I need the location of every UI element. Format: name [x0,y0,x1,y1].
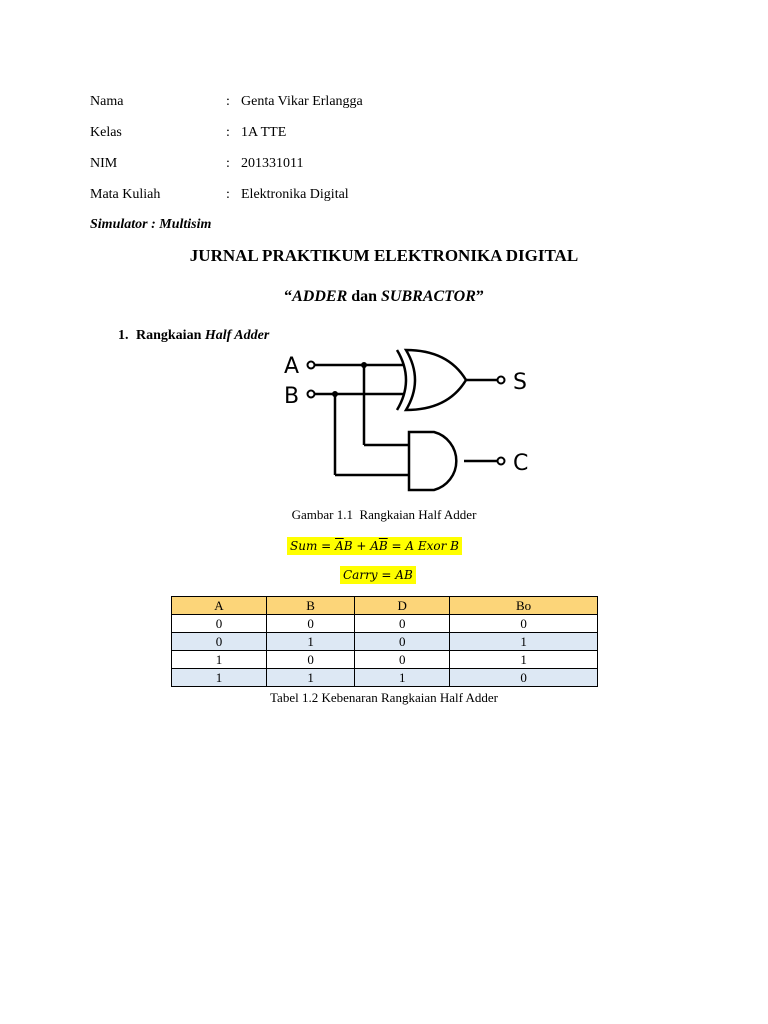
table-cell: 1 [450,633,598,651]
info-separator: : [226,156,230,171]
table-cell: 0 [355,651,450,669]
table-cell: 0 [450,669,598,687]
table-cell: 1 [266,669,354,687]
table-row [172,633,598,651]
section-italic: Half Adder [204,328,270,343]
table-cell: 0 [266,615,354,633]
sum-a-bar: $\overline{A}$ [335,539,344,553]
table-cell: 0 [172,615,267,633]
table-cell: 0 [450,615,598,633]
info-label: Kelas [90,125,122,140]
carry-formula: Carry = AB [340,566,416,584]
section-prefix: Rangkaian [136,328,205,343]
info-label: NIM [90,156,118,171]
and-gate [409,432,456,490]
label-a: A [284,354,300,379]
figure-caption: Gambar 1.1 Rangkaian Half Adder [291,507,477,522]
info-value: 201331011 [241,156,304,171]
terminal-s [498,377,505,384]
simulator-note: Simulator : Multisim [90,217,212,232]
sum-formula [287,537,462,555]
table-cell: 1 [172,669,267,687]
table-cell: 0 [355,615,450,633]
table-cell: 1 [355,669,450,687]
info-label: Mata Kuliah [90,187,161,202]
table-cell: 1 [450,651,598,669]
subtitle-close-quote: ” [475,288,484,305]
info-separator: : [226,125,230,140]
terminal-b [308,391,315,398]
table-header-cell: B [266,597,354,615]
sum-b-bar: $\overline{B}$ [378,539,388,553]
xor-gate [406,350,466,410]
section-number: 1. [118,328,129,343]
sum-lhs: Sum = [290,539,336,553]
table-row [172,651,598,669]
page-subtitle [0,288,768,306]
half-adder-circuit [280,342,540,494]
info-separator: : [226,94,230,109]
info-value: 1A TTE [241,125,287,140]
table-header-row [172,597,598,615]
subtitle-open-quote: “ [284,288,293,305]
subtitle-subractor: SUBRACTOR [381,288,476,305]
subtitle-conjunction: dan [347,288,382,305]
table-cell: 0 [172,633,267,651]
section-heading [118,328,269,344]
table-row [172,615,598,633]
table-row [172,669,598,687]
terminal-a [308,362,315,369]
label-c: C [513,451,529,476]
terminal-c [498,458,505,465]
info-value: Elektronika Digital [241,187,349,202]
table-header-cell: A [172,597,267,615]
info-separator: : [226,187,230,202]
subtitle-adder: ADDER [292,288,348,305]
info-value: Genta Vikar Erlangga [241,94,363,109]
truth-table [171,596,598,687]
label-s: S [513,370,527,395]
table-caption: Tabel 1.2 Kebenaran Rangkaian Half Adder [270,690,498,705]
xor-extra-curve [397,350,406,410]
sum-term: B + A [343,539,379,553]
table-cell: 0 [355,633,450,651]
table-header-cell: D [355,597,450,615]
info-label: Nama [90,94,124,109]
table-cell: 0 [266,651,354,669]
label-b: B [284,384,300,409]
table-cell: 1 [172,651,267,669]
page-title: JURNAL PRAKTIKUM ELEKTRONIKA DIGITAL [189,246,579,265]
junction-b [332,391,338,397]
table-cell: 1 [266,633,354,651]
table-header-cell: Bo [450,597,598,615]
sum-rhs: = A Exor B [387,539,459,553]
junction-a [361,362,367,368]
